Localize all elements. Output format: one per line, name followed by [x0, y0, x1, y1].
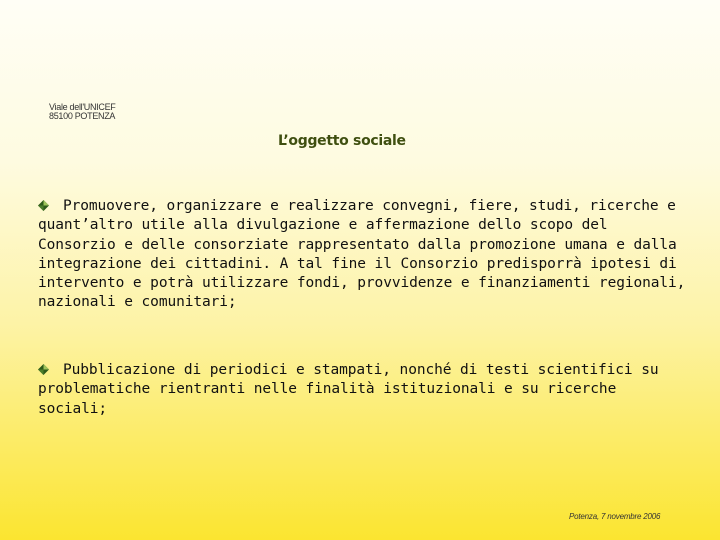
bullet-paragraph-1 [38, 197, 686, 313]
address-line-street: Viale dell'UNICEF [49, 102, 116, 112]
bullet-text-2: Pubblicazione di periodici e stampati, nonché di testi scientifici su problematiche rientranti nelle finalità istituzionali e su ricerche sociali; [38, 362, 659, 417]
address-block [49, 103, 115, 121]
bullet-paragraph-2 [38, 361, 686, 419]
slide-title: L’oggetto sociale [278, 133, 406, 149]
diamond-bullet-icon [38, 200, 49, 211]
address-line-city: 85100 POTENZA [49, 111, 116, 121]
footer-place-date: Potenza, 7 novembre 2006 [569, 512, 661, 521]
diamond-bullet-icon [38, 364, 49, 375]
bullet-text-1: Promuovere, organizzare e realizzare convegni, fiere, studi, ricerche e quant’altro utile alla divulgazione e affermazione dello scopo del Consorzio e delle consorziate rappresentato dalla promozione umana e dalla integrazione dei cittadini. A tal fine il Consorzio predisporrà ipotesi di intervento e potrà utilizzare fondi, provvidenze e finanziamenti regionali, nazionali e comunitari; [38, 198, 686, 311]
